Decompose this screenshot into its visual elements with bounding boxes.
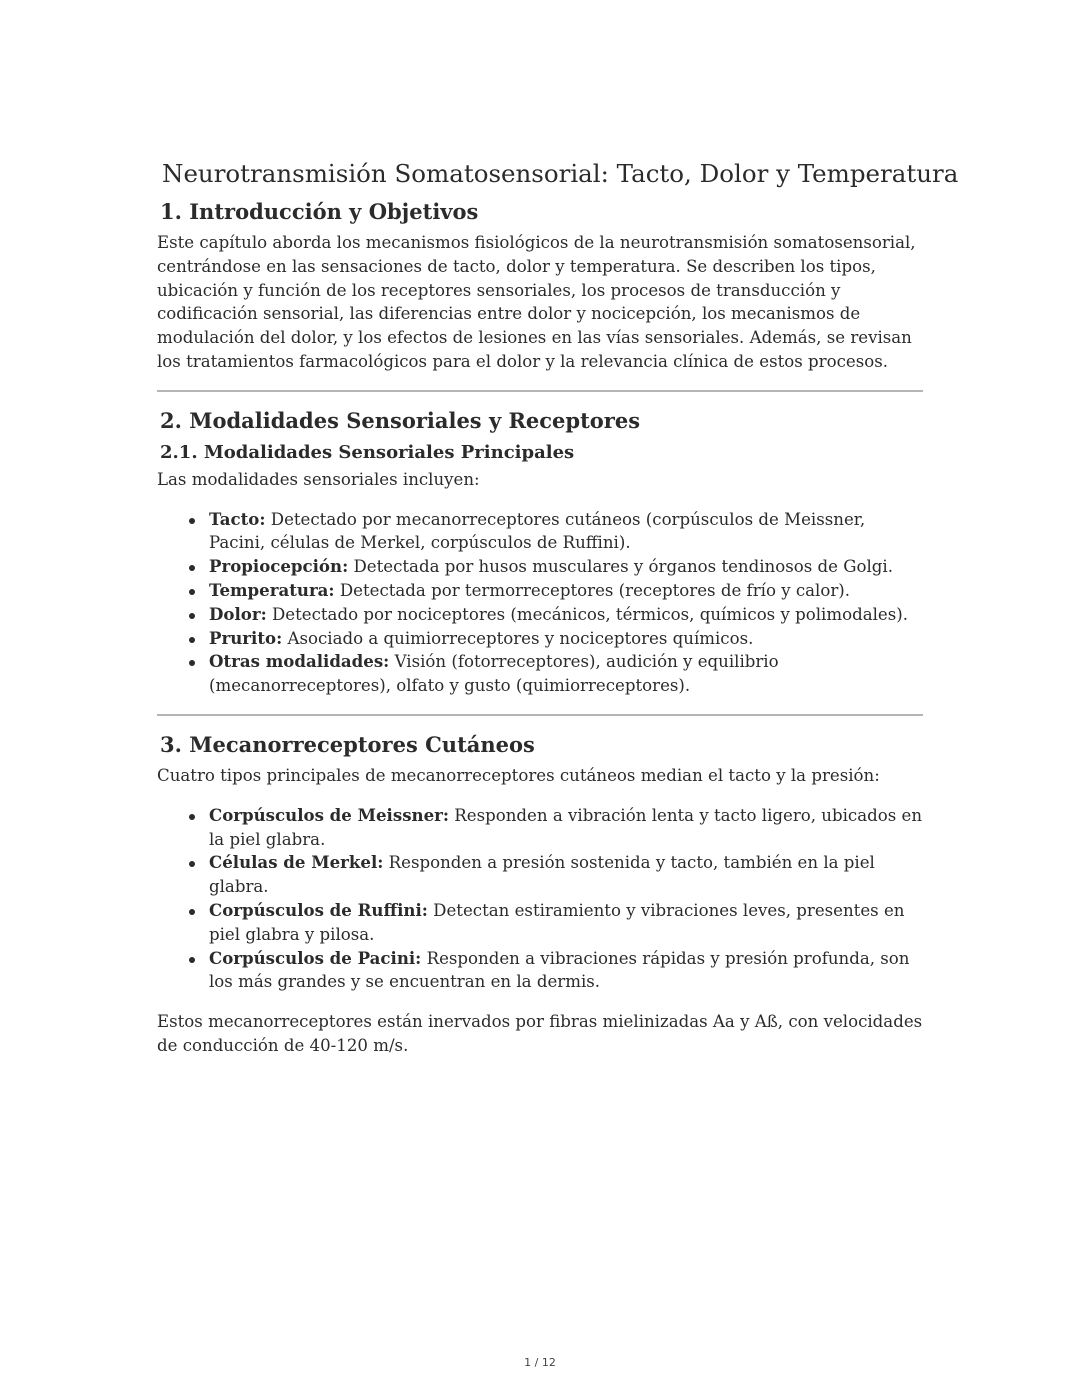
list-item-text: Responden a vibraciones rápidas y presión profunda, son los más grandes y se encuentran en la dermis. [209,948,910,992]
bullet-list [157,804,923,994]
bullet-icon [189,957,195,963]
paragraph: Las modalidades sensoriales incluyen: [157,469,480,489]
bullet-list [157,508,923,698]
list-item [209,627,923,651]
list-item [209,579,923,603]
list-item-term: Tacto: [209,508,266,529]
list-item [209,603,923,627]
paragraph: Estos mecanorreceptores están inervados por fibras mielinizadas Aa y Aß, con velocidades de conducción de 40-120 m/s. [157,1012,923,1055]
list-item [209,508,923,556]
list-item-term: Temperatura: [209,579,335,600]
paragraph: Cuatro tipos principales de mecanorreceptores cutáneos median el tacto y la presión: [157,765,880,785]
section-mecanorreceptores [157,730,923,1058]
list-item [209,555,923,579]
list-item-text: Detectado por nociceptores (mecánicos, térmicos, químicos y polimodales). [266,604,908,624]
list-item-term: Células de Merkel: [209,852,384,873]
list-item-term: Corpúsculos de Ruffini: [209,899,428,920]
subsection-heading: 2.1. Modalidades Sensoriales Principales [160,441,575,463]
paragraph: Este capítulo aborda los mecanismos fisiológicos de la neurotransmisión somatosensorial, centrándose en las sensaciones de tacto, dolor y temperatura. Se describen los tipos, ubicación y función de los receptores sensoriales, los procesos de transducción y codificación sensorial, las diferencias entre dolor y nocicepción, los mecanismos de modulación del dolor, y los efectos de lesiones en las vías sensoriales. Además, se revisan los tratamientos farmacológicos para el dolor y la relevancia clínica de estos procesos. [157,233,916,371]
list-item-text: Detectan estiramiento y vibraciones leves, presentes en piel glabra y pilosa. [209,900,905,944]
list-item [209,899,923,947]
list-item-text: Visión (fotorreceptores), audición y equilibrio (mecanorreceptores), olfato y gusto (quimiorreceptores). [209,652,779,696]
bullet-icon [189,909,195,915]
list-item-term: Corpúsculos de Pacini: [209,947,422,968]
list-item-text: Detectado por mecanorreceptores cutáneos (corpúsculos de Meissner, Pacini, células de Merkel, corpúsculos de Ruffini). [209,509,866,553]
bullet-icon [189,518,195,524]
list-item-term: Dolor: [209,603,267,624]
section-introduccion [157,197,923,374]
list-item [209,947,923,995]
bullet-icon [189,637,195,643]
list-item-text: Detectada por husos musculares y órganos tendinosos de Golgi. [348,557,893,577]
document-page [157,157,959,1058]
divider [157,714,923,716]
list-item-term: Prurito: [209,627,283,648]
list-item [209,804,923,852]
list-item [209,851,923,899]
list-item-term: Corpúsculos de Meissner: [209,804,450,825]
list-item [209,650,923,698]
list-item-term: Otras modalidades: [209,651,390,672]
list-item-term: Propiocepción: [209,556,349,577]
section-modalidades [157,406,923,698]
divider [157,390,923,392]
bullet-icon [189,660,195,666]
bullet-icon [189,565,195,571]
bullet-icon [189,589,195,595]
section-heading: 2. Modalidades Sensoriales y Receptores [160,407,641,433]
list-item-text: Responden a presión sostenida y tacto, también en la piel glabra. [209,853,875,897]
page-indicator: 1 / 12 [524,1356,556,1369]
list-item-text: Responden a vibración lenta y tacto ligero, ubicados en la piel glabra. [209,805,923,849]
bullet-icon [189,814,195,820]
section-heading: 3. Mecanorreceptores Cutáneos [160,731,535,757]
document-title: Neurotransmisión Somatosensorial: Tacto, Dolor y Temperatura [162,159,959,188]
section-heading: 1. Introducción y Objetivos [160,199,479,224]
bullet-icon [189,613,195,619]
list-item-text: Asociado a quimiorreceptores y nociceptores químicos. [282,628,754,648]
list-item-text: Detectada por termorreceptores (receptores de frío y calor). [334,580,851,600]
bullet-icon [189,861,195,867]
